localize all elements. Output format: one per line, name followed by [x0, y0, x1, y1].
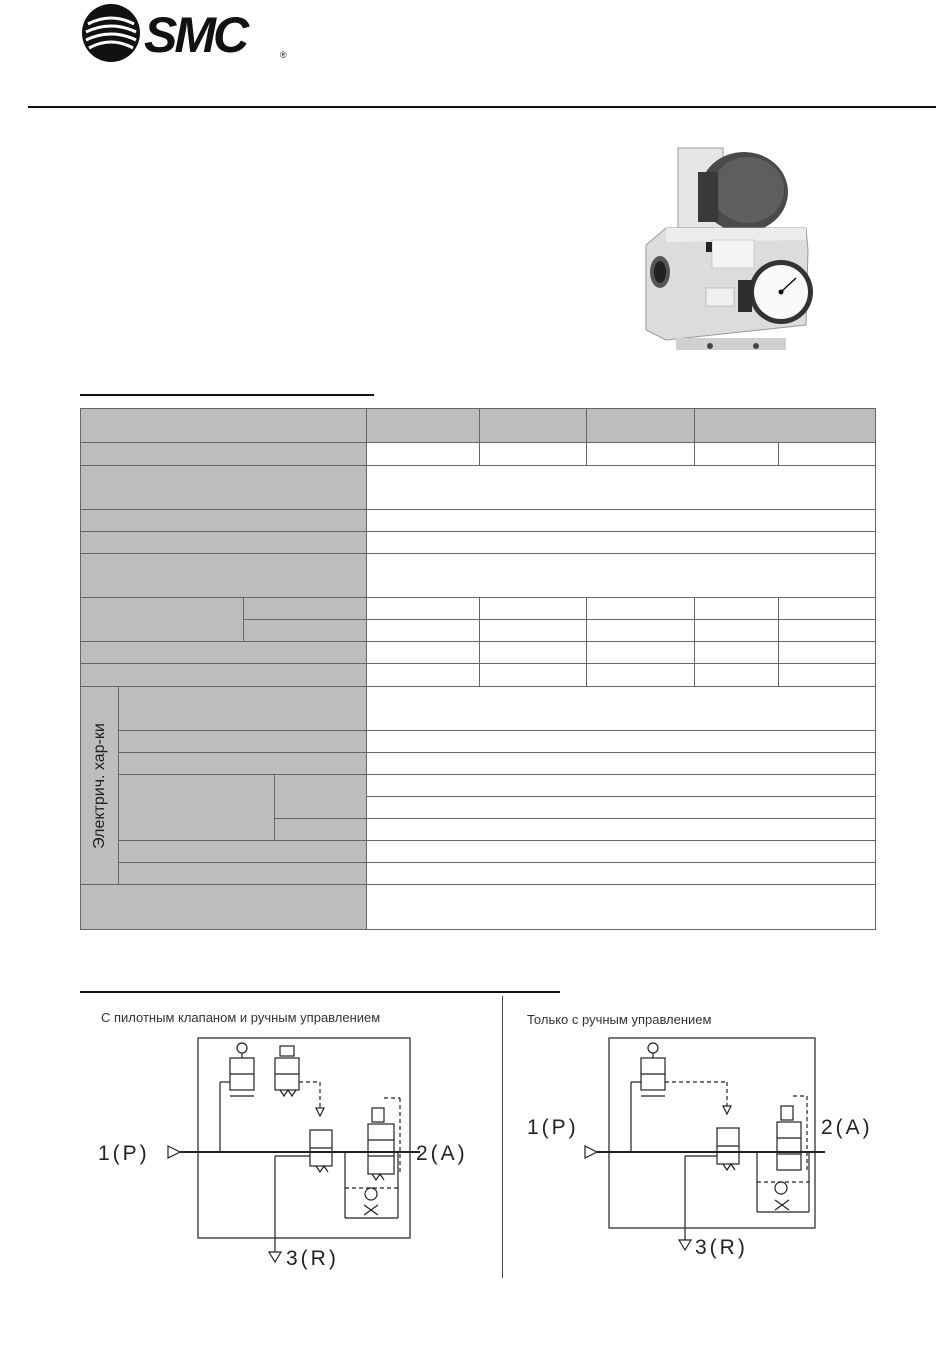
table-cell [587, 598, 695, 620]
table-row-label [119, 731, 367, 753]
table-cell [695, 620, 779, 642]
table-cell [480, 664, 587, 687]
table-row-sublabel [244, 620, 367, 642]
port-exhaust-label: 3(R) [695, 1236, 748, 1259]
table-header-cell [695, 409, 876, 443]
logo-emblem-icon [80, 2, 142, 64]
pneumatic-schematic-left [80, 1030, 500, 1275]
table-row-label [119, 687, 367, 731]
header-rule [28, 106, 936, 108]
table-cell [367, 885, 876, 930]
table-cell [480, 443, 587, 466]
table-cell [367, 753, 876, 775]
table-cell [367, 664, 480, 687]
electrical-group-label: Электрич. хар-ки [91, 723, 108, 849]
table-row-label [81, 885, 367, 930]
pneumatic-schematic-right [525, 1030, 925, 1270]
table-cell [367, 532, 876, 554]
table-row-label [81, 664, 367, 687]
table-cell [367, 687, 876, 731]
table-cell [367, 819, 876, 841]
table-header-cell [367, 409, 480, 443]
table-header-cell [587, 409, 695, 443]
table-row-label [81, 466, 367, 510]
schematic-divider [502, 996, 503, 1278]
specifications-table [80, 408, 876, 930]
table-cell [367, 731, 876, 753]
table-cell [779, 598, 876, 620]
table-cell [367, 554, 876, 598]
table-row-sublabel [244, 598, 367, 620]
table-cell [779, 443, 876, 466]
table-cell [367, 598, 480, 620]
table-cell [367, 642, 480, 664]
table-row-label [81, 510, 367, 532]
port-in-label: 1(P) [527, 1116, 579, 1139]
table-cell [367, 775, 876, 797]
port-exhaust-label: 3(R) [286, 1247, 339, 1270]
table-cell [695, 443, 779, 466]
table-cell [779, 620, 876, 642]
table-row-label [119, 841, 367, 863]
table-cell [587, 664, 695, 687]
table-cell [779, 664, 876, 687]
table-cell [695, 642, 779, 664]
table-cell [480, 598, 587, 620]
table-header-cell [480, 409, 587, 443]
port-in-label: 1(P) [98, 1142, 150, 1165]
table-cell [367, 443, 480, 466]
table-header-cell [81, 409, 367, 443]
registered-mark: ® [280, 50, 287, 60]
schematic-left-caption: С пилотным клапаном и ручным управлением [101, 1010, 381, 1025]
port-out-label: 2(A) [821, 1116, 873, 1139]
table-cell [587, 642, 695, 664]
specifications-heading-rule [80, 394, 374, 396]
table-row-label [119, 775, 275, 841]
table-cell [587, 443, 695, 466]
table-row-label [81, 598, 244, 642]
schematic-heading-rule [80, 991, 560, 993]
table-row-label [119, 863, 367, 885]
table-cell [367, 863, 876, 885]
table-cell [480, 642, 587, 664]
table-cell [587, 620, 695, 642]
table-row-label [81, 532, 367, 554]
table-cell [779, 642, 876, 664]
table-row-label [81, 642, 367, 664]
product-photo [636, 140, 816, 365]
table-cell [367, 466, 876, 510]
table-cell [480, 620, 587, 642]
table-cell [695, 664, 779, 687]
table-row-label [81, 443, 367, 466]
table-cell [367, 841, 876, 863]
port-out-label: 2(A) [416, 1142, 468, 1165]
brand-logo [80, 0, 295, 66]
table-row-label [81, 554, 367, 598]
table-cell [367, 620, 480, 642]
table-row-sublabel [275, 819, 367, 841]
table-cell [695, 598, 779, 620]
table-row-label [119, 753, 367, 775]
schematic-right-caption: Только с ручным управлением [527, 1012, 712, 1027]
table-cell [367, 510, 876, 532]
brand-name: SMC [144, 7, 247, 63]
table-cell [367, 797, 876, 819]
table-row-sublabel [275, 775, 367, 819]
